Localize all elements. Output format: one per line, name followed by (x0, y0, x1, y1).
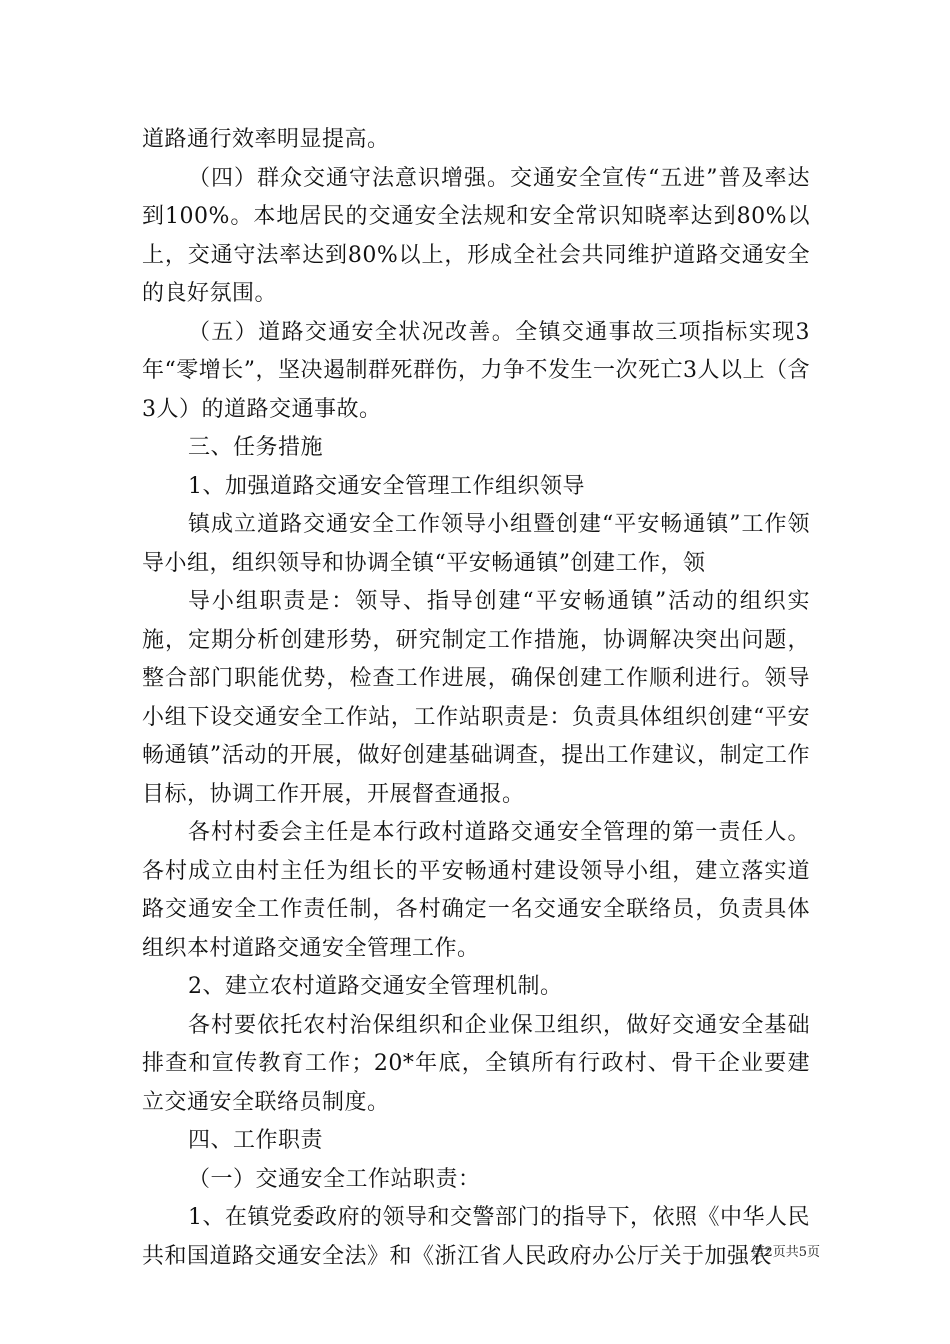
paragraph-continuation: 道路通行效率明显提高。 (142, 127, 390, 152)
paragraph-leadership-group: 镇成立道路交通安全工作领导小组暨创建“平安畅通镇”工作领导小组，组织领导和协调全镇“平安畅通镇”创建工作，领 (142, 512, 810, 576)
paragraph-mechanism: 各村要依托农村治保组织和企业保卫组织，做好交通安全基础排查和宣传教育工作；20*年底，全镇所有行政村、骨干企业要建立交通安全联络员制度。 (142, 1012, 810, 1115)
section-heading-3: 三、任务措施 (188, 435, 324, 460)
subheading-1: 1、加强道路交通安全管理工作组织领导 (188, 473, 585, 499)
subheading-2: 2、建立农村道路交通安全管理机制。 (188, 974, 563, 999)
paragraph-station-duty-1: 1、在镇党委政府的领导和交警部门的指导下，依照《中华人民共和国道路交通安全法》和《浙江省人民政府办公厅关于加强农 (142, 1205, 810, 1269)
document-body (142, 121, 810, 1276)
paragraph-item-4: （四）群众交通守法意识增强。交通安全宣传“五进”普及率达到100%。本地居民的交通安全法规和安全常识知晓率达到80%以上，交通守法率达到80%以上，形成全社会共同维护道路交通安全的良好氛围。 (142, 165, 810, 306)
section-heading-4: 四、工作职责 (188, 1128, 324, 1153)
paragraph-group-duties: 导小组职责是：领导、指导创建“平安畅通镇”活动的组织实施，定期分析创建形势，研究制定工作措施，协调解决突出问题，整合部门职能优势，检查工作进展，确保创建工作顺利进行。领导小组下设交通安全工作站，工作站职责是：负责具体组织创建“平安畅通镇”活动的开展，做好创建基础调查，提出工作建议，制定工作目标，协调工作开展，开展督查通报。 (142, 589, 810, 807)
paragraph-village-duties: 各村村委会主任是本行政村道路交通安全管理的第一责任人。各村成立由村主任为组长的平安畅通村建设领导小组，建立落实道路交通安全工作责任制，各村确定一名交通安全联络员，负责具体组织本村道路交通安全管理工作。 (142, 820, 810, 961)
page-number-footer: 第2页共5页 (751, 1245, 820, 1260)
subheading-station-duties: （一）交通安全工作站职责： (188, 1166, 481, 1192)
paragraph-item-5: （五）道路交通安全状况改善。全镇交通事故三项指标实现3年“零增长”，坚决遏制群死群伤，力争不发生一次死亡3人以上（含3人）的道路交通事故。 (142, 319, 810, 422)
